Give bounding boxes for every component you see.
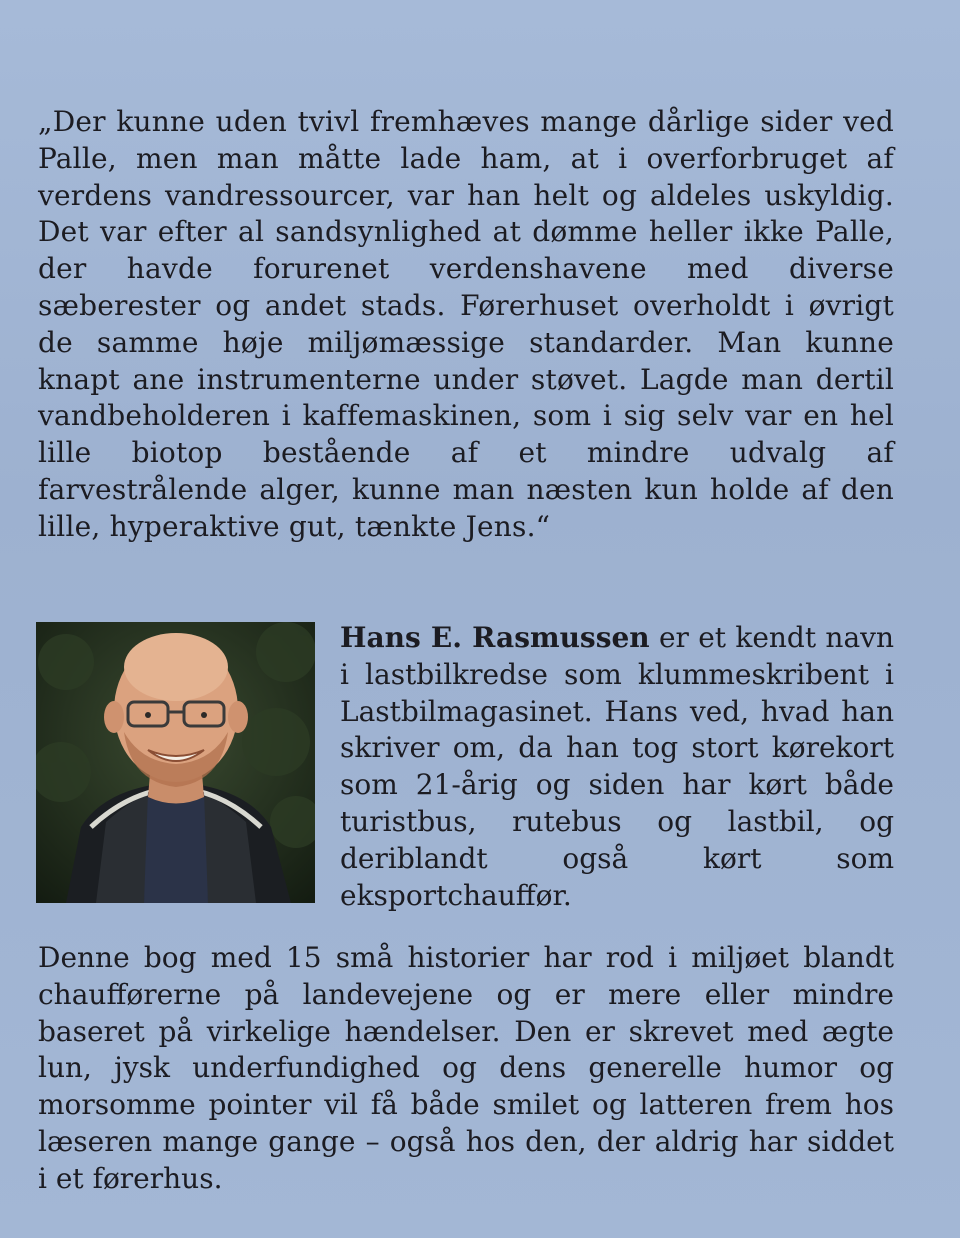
book-description: Denne bog med 15 små historier har rod i miljøet blandt chaufførerne på landevejene og er mere eller mindre baseret på virkelige hændelser. Den er skrevet med ægte lun, jysk underfundighed og dens generelle humor og morsomme pointer vil få både smilet og latteren frem hos læseren mange gange – også hos den, der aldrig har siddet i et førerhus. (38, 941, 894, 1195)
author-bio (340, 620, 894, 914)
author-section (36, 620, 896, 910)
excerpt-quote: „Der kunne uden tvivl fremhæves mange dårlige sider ved Palle, men man måtte lade ham, at i overforbruget af verdens vandressourcer, var han helt og aldeles uskyldig. Det var efter al sandsynlighed at dømme heller ikke Palle, der havde forurenet verdenshavene med diverse sæberester og andet stads. Førerhuset overholdt i øvrigt de samme høje miljømæssige standarder. Man kunne knapt ane instrumenterne under støvet. Lagde man dertil vandbeholderen i kaffemaskinen, som i sig selv var en hel lille biotop bestående af et mindre udvalg af farvestrålende alger, kunne man næsten kun holde af den lille, hyperaktive gut, tænkte Jens.“ (38, 105, 894, 543)
author-name: Hans E. Rasmussen (340, 621, 650, 654)
author-photo (36, 622, 315, 903)
author-bio-text: er et kendt navn i lastbilkredse som klummeskribent i Lastbilmagasinet. Hans ved, hvad han skriver om, da han tog stort kørekort som 21-årig og siden har kørt både turistbus, rutebus og lastbil, og deriblandt også kørt som eksportchauffør. (340, 621, 894, 912)
